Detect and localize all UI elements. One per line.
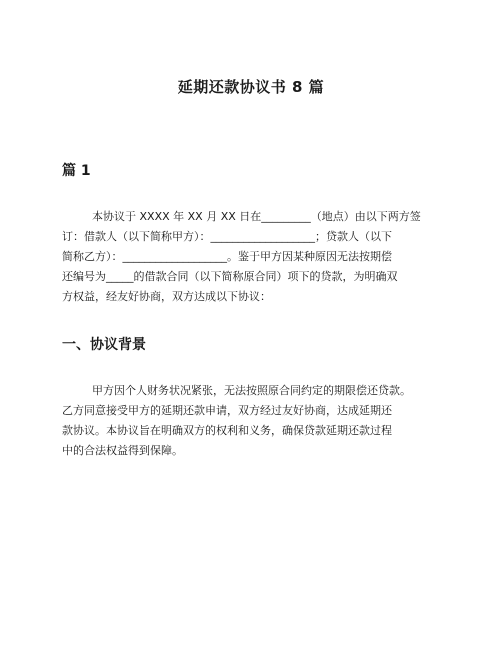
intro-line: 本协议于 XXXX 年 XX 月 XX 日在_________（地点）由以下两方签 [92,210,421,223]
document-title: 延期还款协议书 8 篇 [177,78,325,96]
intro-paragraph [62,207,442,307]
section-heading: 一、协议背景 [62,337,146,353]
intro-line: 订：借款人（以下简称甲方）：___________________；贷款人（以下 [62,230,392,243]
background-line: 款协议。本协议旨在明确双方的权利和义务，确保贷款延期还款过程 [62,424,392,437]
intro-line: 简称乙方）：___________________。鉴于甲方因某种原因无法按期偿 [62,250,392,263]
background-line: 乙方同意接受甲方的延期还款申请，双方经过友好协商，达成延期还 [62,404,392,417]
background-paragraph [62,381,442,461]
background-line: 甲方因个人财务状况紧张，无法按照原合同约定的期限偿还贷款。 [92,384,411,397]
intro-line: 方权益，经友好协商，双方达成以下协议： [62,290,271,303]
part-heading: 篇 1 [62,163,91,179]
background-line: 中的合法权益得到保障。 [62,444,183,457]
intro-line: 还编号为_____的借款合同（以下简称原合同）项下的贷款，为明确双 [62,270,398,283]
